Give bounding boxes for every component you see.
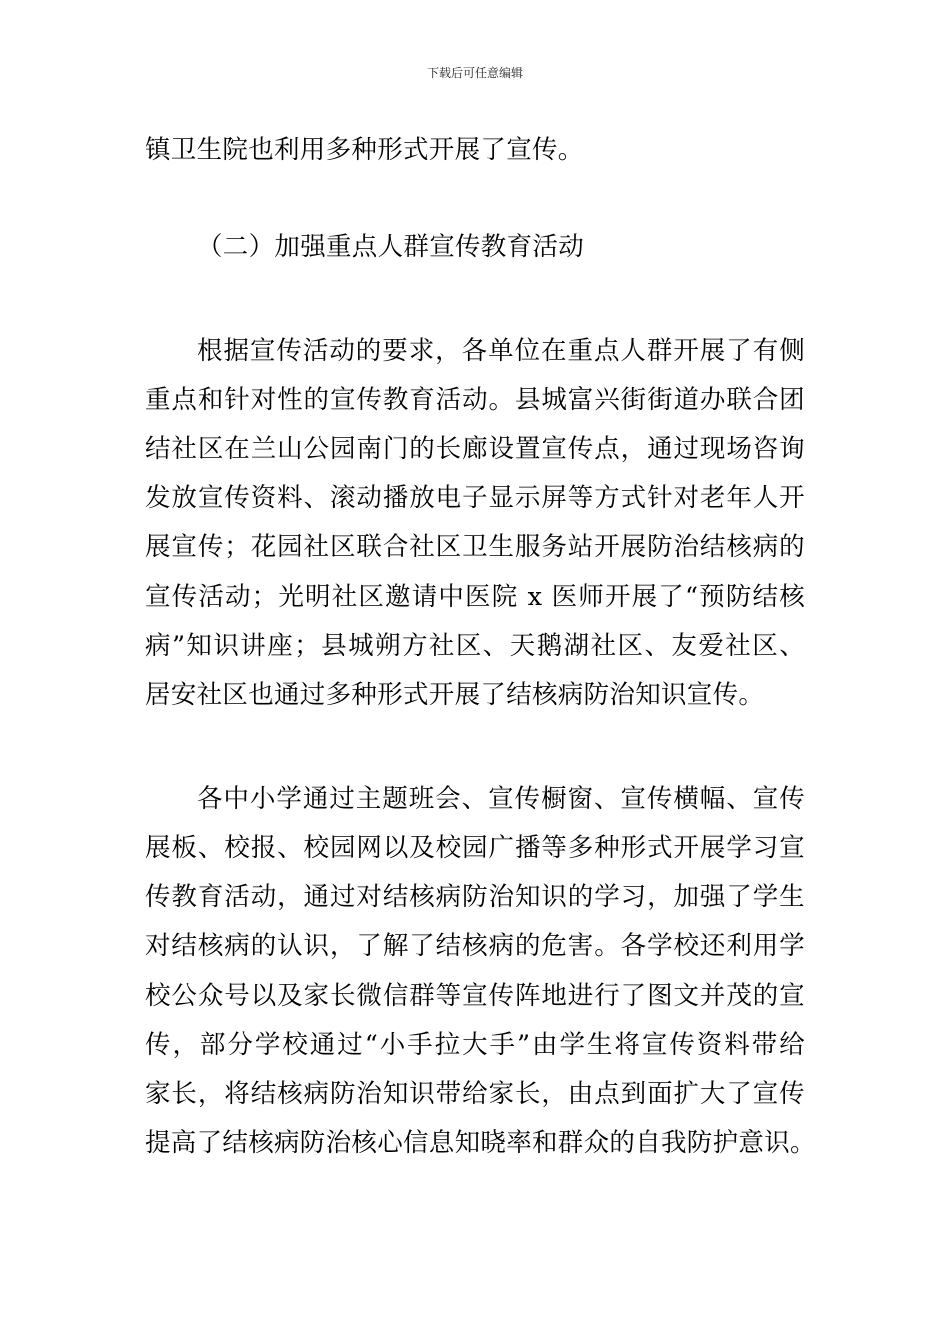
text-line: 发放宣传资料、滚动播放电子显示屏等方式针对老年人开: [145, 483, 805, 513]
text-line: 宣传活动；光明社区邀请中医院 x 医师开展了“预防结核: [145, 582, 805, 612]
text-line: 提高了结核病防治核心信息知晓率和群众的自我防护意识。: [145, 1128, 816, 1158]
text-line: 展宣传；花园社区联合社区卫生服务站开展防治结核病的: [145, 532, 805, 562]
text-line: 家长，将结核病防治知识带给家长，由点到面扩大了宣传: [145, 1079, 805, 1109]
text-line: 居安社区也通过多种形式开展了结核病防治知识宣传。: [145, 680, 765, 710]
text-line: 镇卫生院也利用多种形式开展了宣传。: [145, 135, 584, 165]
text-line: 传教育活动，通过对结核病防治知识的学习，加强了学生: [145, 882, 805, 912]
text-line: 各中小学通过主题班会、宣传橱窗、宣传横幅、宣传: [197, 784, 805, 814]
section-heading: （二）加强重点人群宣传教育活动: [197, 232, 585, 262]
text-line: 传，部分学校通过“小手拉大手”由学生将宣传资料带给: [145, 1030, 805, 1060]
text-line: 结社区在兰山公园南门的长廊设置宣传点，通过现场咨询: [145, 434, 805, 464]
text-line: 病”知识讲座；县城朔方社区、天鹅湖社区、友爱社区、: [145, 631, 805, 661]
page-header-note: 下载后可任意编辑: [426, 66, 523, 80]
text-line: 根据宣传活动的要求，各单位在重点人群开展了有侧: [197, 336, 805, 366]
text-line: 校公众号以及家长微信群等宣传阵地进行了图文并茂的宣: [145, 981, 805, 1011]
text-line: 展板、校报、校园网以及校园广播等多种形式开展学习宣: [145, 833, 805, 863]
text-line: 重点和针对性的宣传教育活动。县城富兴街街道办联合团: [145, 385, 805, 415]
text-line: 对结核病的认识，了解了结核病的危害。各学校还利用学: [145, 931, 805, 961]
